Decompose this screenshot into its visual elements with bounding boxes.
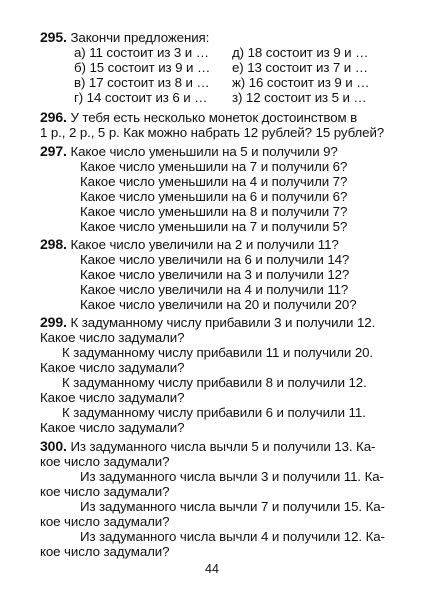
task-295-item: в) 17 состоит из 8 и … [74,75,210,90]
task-298-line [40,237,339,252]
task-299-line: Какое число задумали? [40,360,185,375]
task-299-line: К задуманному числу прибавили 8 и получили 12. [62,375,367,390]
task-text: Какое число увеличили на 2 и получили 11? [70,237,339,252]
task-300-line: Из задуманного числа вычли 3 и получили 11. Ка- [80,469,384,484]
task-300-line: кое число задумали? [40,544,170,559]
task-number: 299. [40,314,67,330]
task-295-item: д) 18 состоит из 9 и … [232,45,369,60]
task-299-line [40,315,375,330]
task-295-item: а) 11 состоит из 3 и … [74,45,209,60]
task-299-line: Какое число задумали? [40,390,185,405]
task-300-line: кое число задумали? [40,454,170,469]
task-297-line: Какое число уменьшили на 7 и получили 5? [80,219,348,234]
page-number: 44 [205,562,219,576]
task-299-line: Какое число задумали? [40,330,185,345]
task-300-line: Из задуманного числа вычли 4 и получили 12. Ка- [80,529,385,544]
task-number: 300. [40,438,67,454]
task-300-line: кое число задумали? [40,484,170,499]
task-297-line: Какое число уменьшили на 7 и получили 6? [80,159,348,174]
task-300-line [40,439,375,454]
task-300-line: Из задуманного числа вычли 7 и получили 15. Ка- [80,499,385,514]
task-297-line: Какое число уменьшили на 4 и получили 7? [80,174,348,189]
task-number: 298. [40,236,67,252]
task-text: К задуманному числу прибавили 3 и получили 12. [70,315,376,330]
task-intro: Закончи предложения: [70,30,210,45]
task-299-line: К задуманному числу прибавили 11 и получили 20. [62,345,373,360]
task-297-line [40,144,338,159]
task-297-line: Какое число уменьшили на 8 и получили 7? [80,204,348,219]
task-300-line: кое число задумали? [40,514,170,529]
task-number: 295. [40,29,67,45]
task-number: 297. [40,143,67,159]
task-298-line: Какое число увеличили на 3 и получили 12? [80,267,350,282]
task-299-line: К задуманному числу прибавили 6 и получили 11. [62,405,366,420]
task-295-item: з) 12 состоит из 5 и … [232,90,367,105]
task-298-line: Какое число увеличили на 6 и получили 14? [80,252,350,267]
task-298-line: Какое число увеличили на 4 и получили 11? [80,282,349,297]
task-296-line: 1 р., 2 р., 5 р. Как можно набрать 12 рублей? 15 рублей? [40,125,385,140]
task-296-line [40,110,357,125]
task-295-item: е) 13 состоит из 7 и … [232,60,368,75]
task-295-header [40,30,209,45]
task-295-item: ж) 16 состоит из 9 и … [232,75,370,90]
task-298-line: Какое число увеличили на 20 и получили 20? [80,297,357,312]
task-299-line: Какое число задумали? [40,420,185,435]
task-text: У тебя есть несколько монеток достоинством в [70,110,358,125]
task-297-line: Какое число уменьшили на 6 и получили 6? [80,189,348,204]
task-295-item: б) 15 состоит из 9 и … [74,60,211,75]
task-295-item: г) 14 состоит из 6 и … [74,90,208,105]
task-text: Какое число уменьшили на 5 и получили 9? [70,144,338,159]
task-text: Из задуманного числа вычли 5 и получили 13. Ка- [70,439,376,454]
task-number: 296. [40,109,67,125]
